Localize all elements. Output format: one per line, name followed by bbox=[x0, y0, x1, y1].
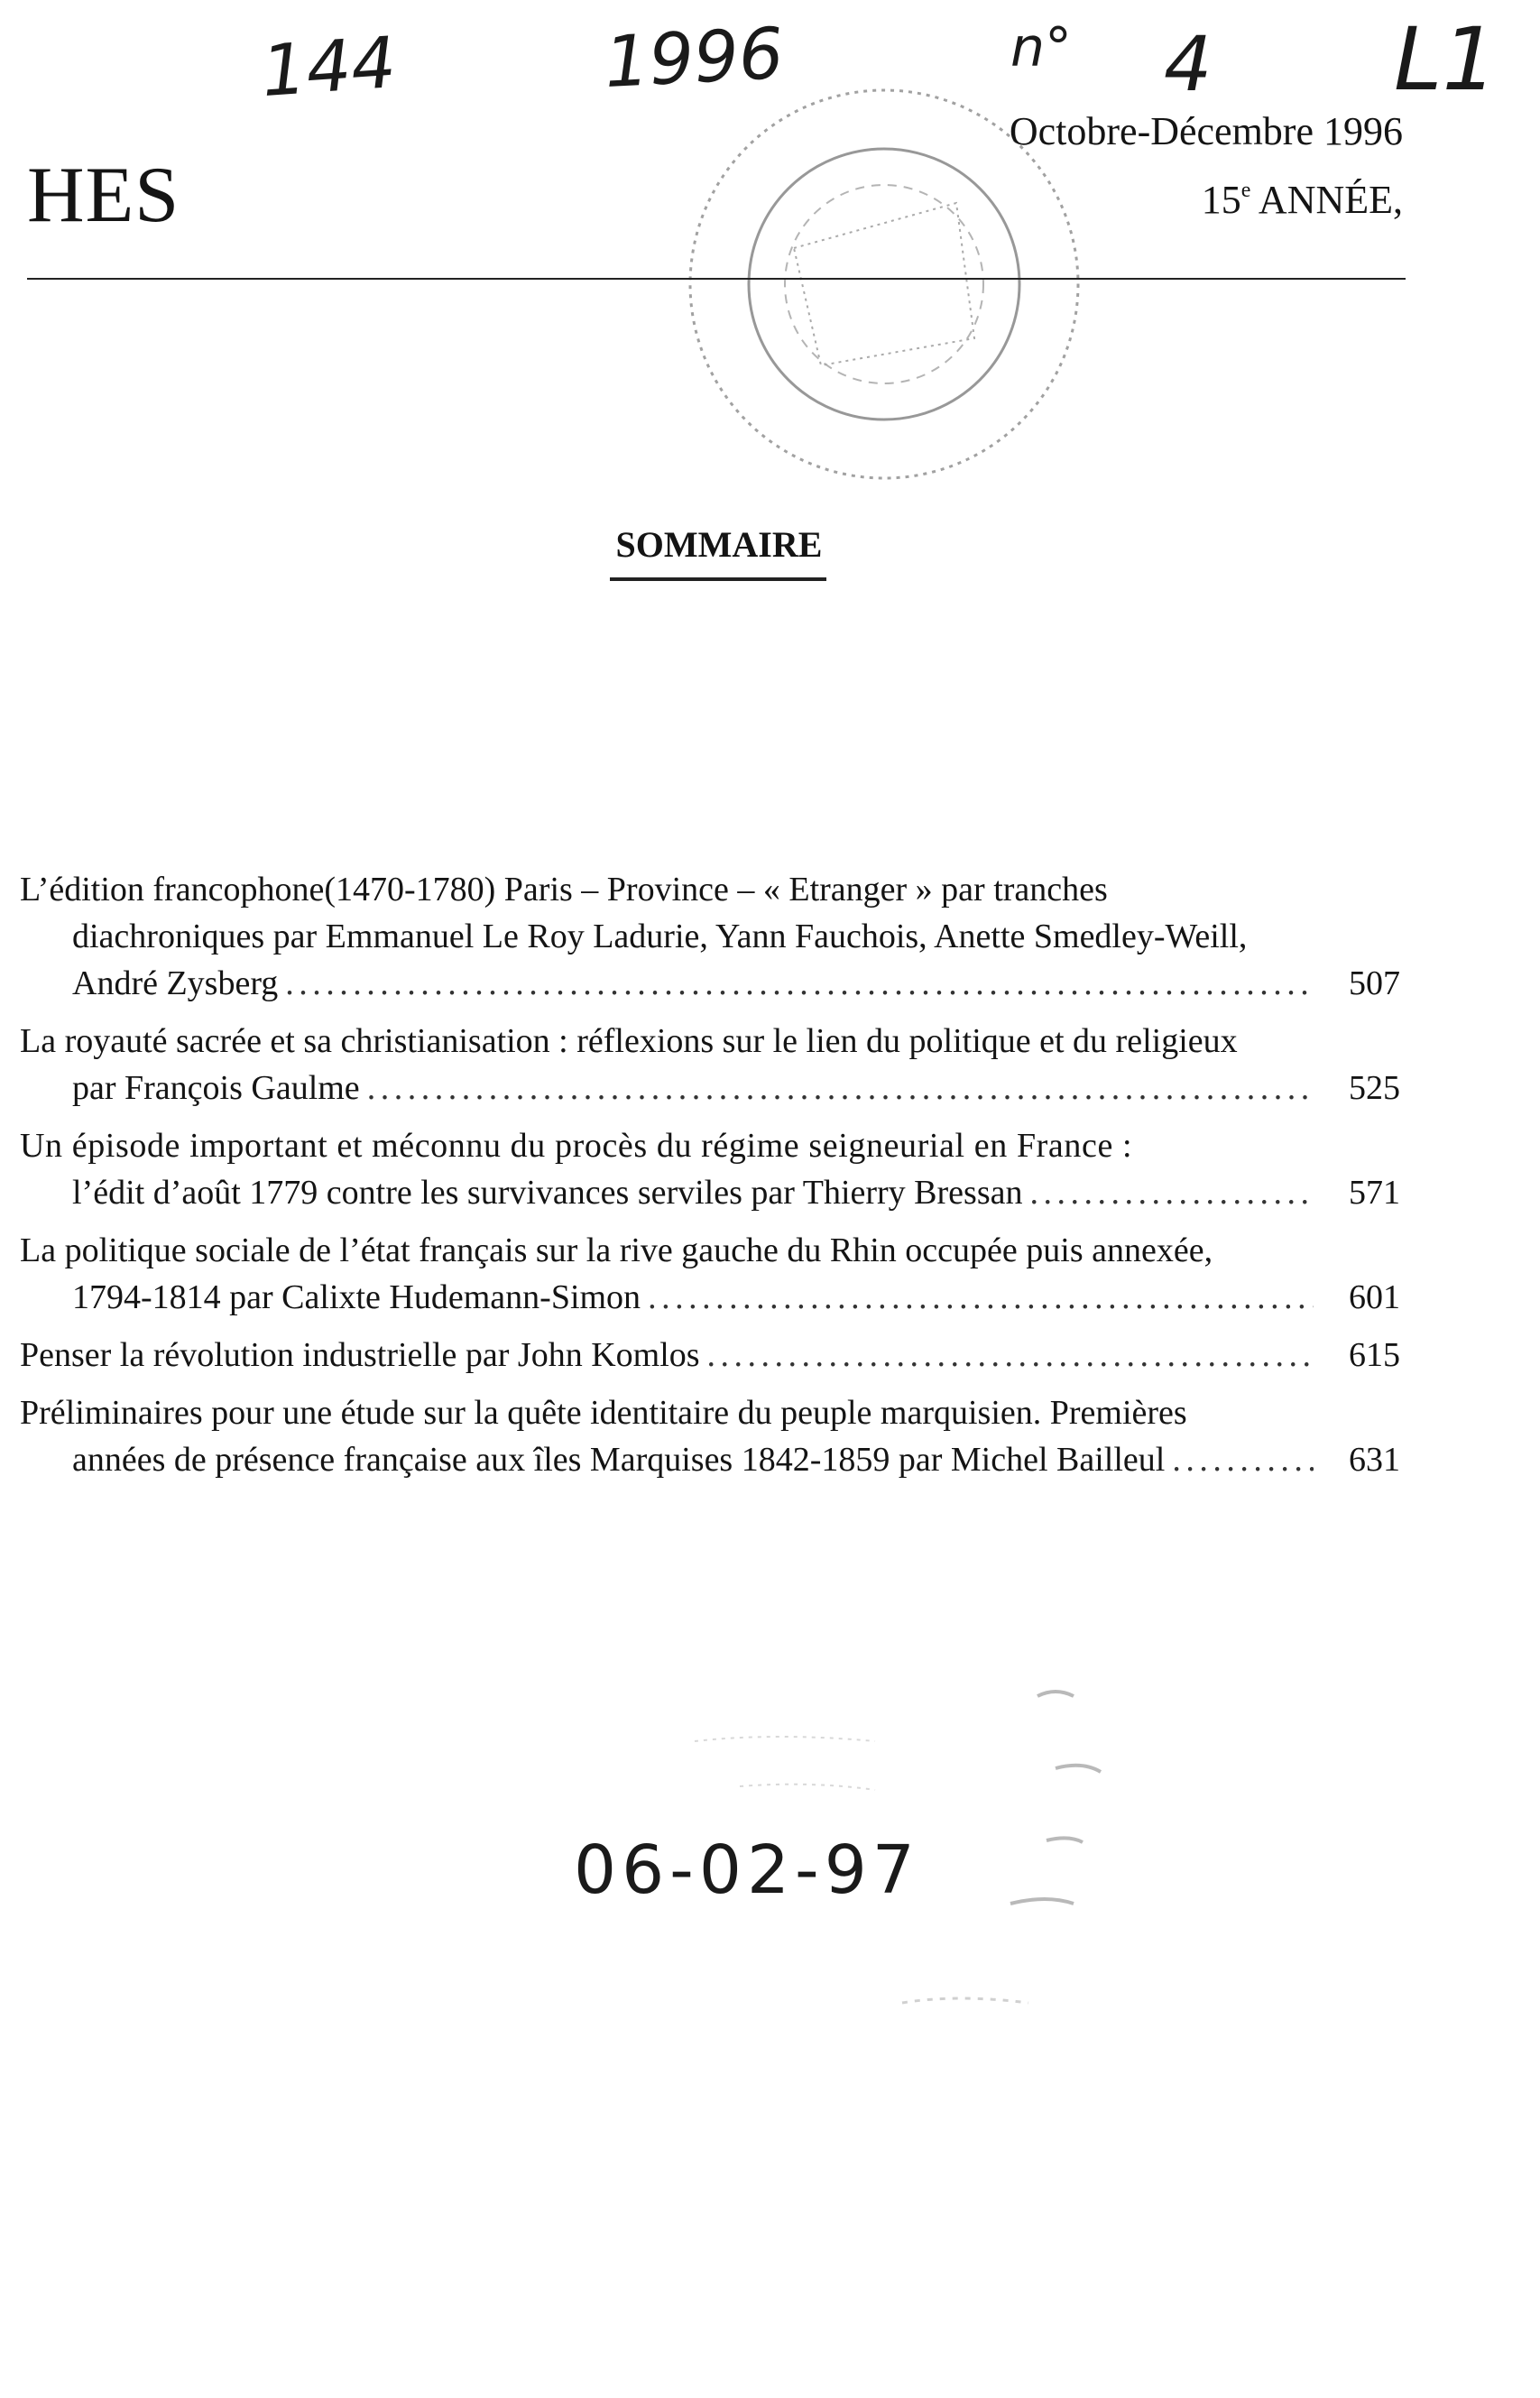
toc-entry-continuation bbox=[20, 960, 1400, 1007]
toc-entry-line bbox=[20, 1332, 1400, 1379]
toc-entry-continuation bbox=[20, 1169, 1400, 1216]
toc-page-number: 631 bbox=[1349, 1441, 1400, 1479]
handwritten-number: 144 bbox=[259, 22, 399, 114]
year-number: 15 bbox=[1201, 178, 1241, 222]
toc-entry bbox=[20, 866, 1400, 1007]
toc-page-number: 615 bbox=[1349, 1336, 1400, 1374]
toc-entry-author: années de présence française aux îles Marquises 1842-1859 par Michel Bailleul bbox=[72, 1441, 1166, 1479]
toc-entry-author: l’édit d’août 1779 contre les survivances serviles par Thierry Bressan bbox=[72, 1174, 1023, 1212]
toc-page-number: 525 bbox=[1349, 1069, 1400, 1107]
toc-entry-author: par François Gaulme bbox=[72, 1069, 360, 1107]
toc-entry bbox=[20, 1227, 1400, 1321]
dot-leader bbox=[648, 1274, 1314, 1321]
toc-entry bbox=[20, 1122, 1400, 1216]
toc-entry-title: L’édition francophone(1470-1780) Paris – Province – « Etranger » par tranches bbox=[20, 871, 1108, 908]
dot-leader bbox=[1172, 1436, 1314, 1483]
faded-stamp bbox=[632, 1624, 1209, 2021]
toc-entry-authors: diachroniques par Emmanuel Le Roy Ladurie, Yann Fauchois, Anette Smedley-Weill, bbox=[72, 918, 1248, 955]
toc-entry-title: Penser la révolution industrielle par John Komlos bbox=[20, 1336, 700, 1374]
table-of-contents bbox=[20, 866, 1400, 1494]
toc-page-number: 601 bbox=[1349, 1278, 1400, 1316]
toc-page-number: 571 bbox=[1349, 1174, 1400, 1212]
toc-entry-title: La royauté sacrée et sa christianisation : réflexions sur le lien du politique et du religieux bbox=[20, 1022, 1238, 1060]
issue-period: Octobre-Décembre 1996 bbox=[1009, 109, 1403, 153]
handwritten-issue-number: 4 bbox=[1164, 20, 1213, 108]
toc-entry-continuation bbox=[20, 1274, 1400, 1321]
dot-leader bbox=[1029, 1169, 1314, 1216]
dot-leader bbox=[285, 960, 1314, 1007]
journal-title: HES bbox=[27, 152, 180, 239]
handwritten-number-abbrev: n° bbox=[1010, 16, 1073, 79]
year-suffix: e bbox=[1240, 179, 1251, 202]
toc-entry bbox=[20, 1018, 1400, 1111]
handwritten-date: 06-02-97 bbox=[574, 1831, 920, 1909]
header-divider bbox=[27, 278, 1406, 280]
toc-entry-title: Un épisode important et méconnu du procès du régime seigneurial en France : bbox=[20, 1127, 1133, 1165]
sommaire-heading: SOMMAIRE bbox=[615, 524, 823, 565]
dot-leader bbox=[707, 1332, 1314, 1379]
heading-underline bbox=[610, 577, 826, 581]
toc-entry-continuation bbox=[20, 1436, 1400, 1483]
handwritten-shelf-mark: L1 bbox=[1394, 9, 1498, 110]
toc-entry-author-last: André Zysberg bbox=[72, 964, 279, 1002]
toc-entry-author: 1794-1814 par Calixte Hudemann-Simon bbox=[72, 1278, 641, 1316]
toc-entry bbox=[20, 1389, 1400, 1483]
toc-entry bbox=[20, 1332, 1400, 1379]
dot-leader bbox=[367, 1065, 1314, 1111]
year-word: ANNÉE, bbox=[1250, 178, 1403, 222]
issue-year bbox=[1202, 177, 1403, 223]
toc-entry-title: La politique sociale de l’état français sur la rive gauche du Rhin occupée puis annexée, bbox=[20, 1231, 1213, 1269]
toc-entry-title: Préliminaires pour une étude sur la quête identitaire du peuple marquisien. Premières bbox=[20, 1394, 1187, 1432]
toc-entry-continuation bbox=[20, 913, 1400, 960]
handwritten-year: 1996 bbox=[602, 13, 786, 105]
toc-page-number: 507 bbox=[1349, 964, 1400, 1002]
toc-entry-continuation bbox=[20, 1065, 1400, 1111]
